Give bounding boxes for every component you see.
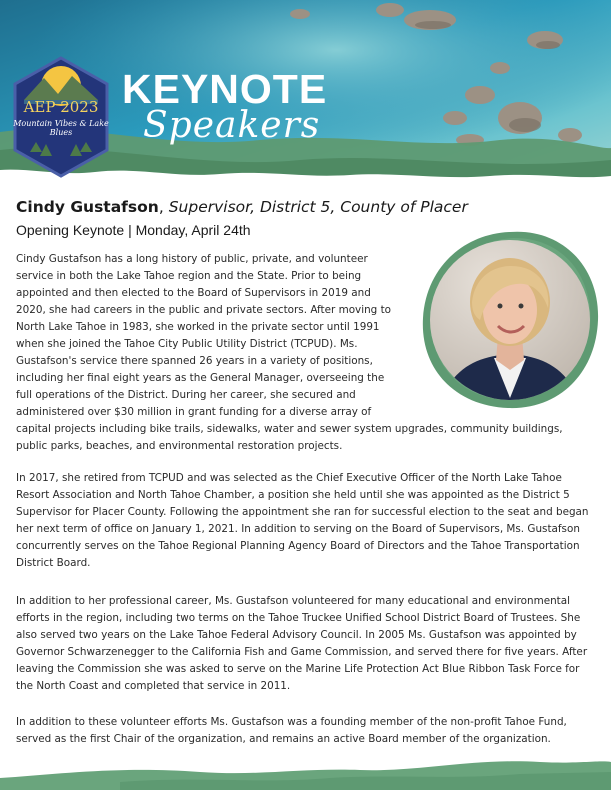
bio-line: public parks, beaches, and environmental restoration projects. [16,440,343,452]
bio-paragraph-2: In 2017, she retired from TCPUD and was selected as the Chief Executive Officer of the North Lake Tahoe Resort Association and North Tahoe Chamber, a position she held until she was appointed as the District 5 Supervisor for Placer County. Following the appointment she ran for successful election to the seat and began her next term of office on January 1, 2021. In addition to serving on the Board of Supervisors, Ms. Gustafson concurrently serves on the Tahoe Regional Planning Agency Board of Directors and the Tahoe Transportation District Board. [16,472,589,569]
banner-subtitle: Speakers [143,105,321,146]
bio-line: North Lake Tahoe in 1983, she worked in the private sector until 1991 [16,321,380,333]
speaker-role: Supervisor, District 5, County of Placer [168,198,468,216]
session-info: Opening Keynote | Monday, April 24th [16,222,251,238]
bio-line: service in both the Lake Tahoe region and the State. Prior to being [16,270,362,282]
bio-paragraph-3: In addition to her professional career, Ms. Gustafson volunteered for many educational and environmental efforts in the region, including two terms on the Tahoe Truckee Unified School District Board of Trustees. She also served two years on the Lake Tahoe Federal Advisory Council. In 2005 Ms. Gustafson was appointed by Governor Schwarzenegger to the California Fish and Game Commission, and served there for five years. After leaving the Commission she was asked to serve on the Marine Life Protection Act Blue Ribbon Task Force for the North Coast and completed that service in 2011. [16,595,588,692]
bio-line: when she joined the Tahoe City Public Utility District (TCPUD). Ms. [16,338,358,350]
speaker-name: Cindy Gustafson [16,198,159,216]
bio-line: 2020, she had careers in the public and private sectors. After moving to [16,304,392,316]
banner-title: KEYNOTE [122,66,328,112]
bio-line: capital projects including bike trails, sidewalks, water and sewer system upgrades, community buildings, [16,423,563,435]
bio-line: Cindy Gustafson has a long history of public, private, and volunteer [16,253,368,265]
header-banner [0,0,611,200]
bio-paragraph-4: In addition to these volunteer efforts Ms. Gustafson was a founding member of the non-profit Tahoe Fund, served as the first Chair of the organization, and remains an active Board member of the organization. [16,716,567,745]
bio-line: full operations of the District. During her career, she secured and [16,389,356,401]
bio-paragraph-1 [16,251,598,455]
bio-line: Gustafson's service there spanned 26 years in a variety of positions, [16,355,373,367]
bio-line: administered over $30 million in grant funding for a diverse array of [16,406,372,418]
badge-tagline: Mountain Vibes & Lake Blues [13,119,109,137]
bio-line: including her final eight years as the General Manager, overseeing the [16,372,385,384]
footer-brush-stroke [0,748,611,790]
conference-logo [10,56,112,178]
aep-2023-badge [10,56,112,178]
role-separator: , [158,198,169,216]
speaker-heading [16,198,468,216]
badge-title: AEP 2023 [23,98,99,116]
bio-line: appointed and then elected to the Board of Supervisors in 2019 and [16,287,371,299]
